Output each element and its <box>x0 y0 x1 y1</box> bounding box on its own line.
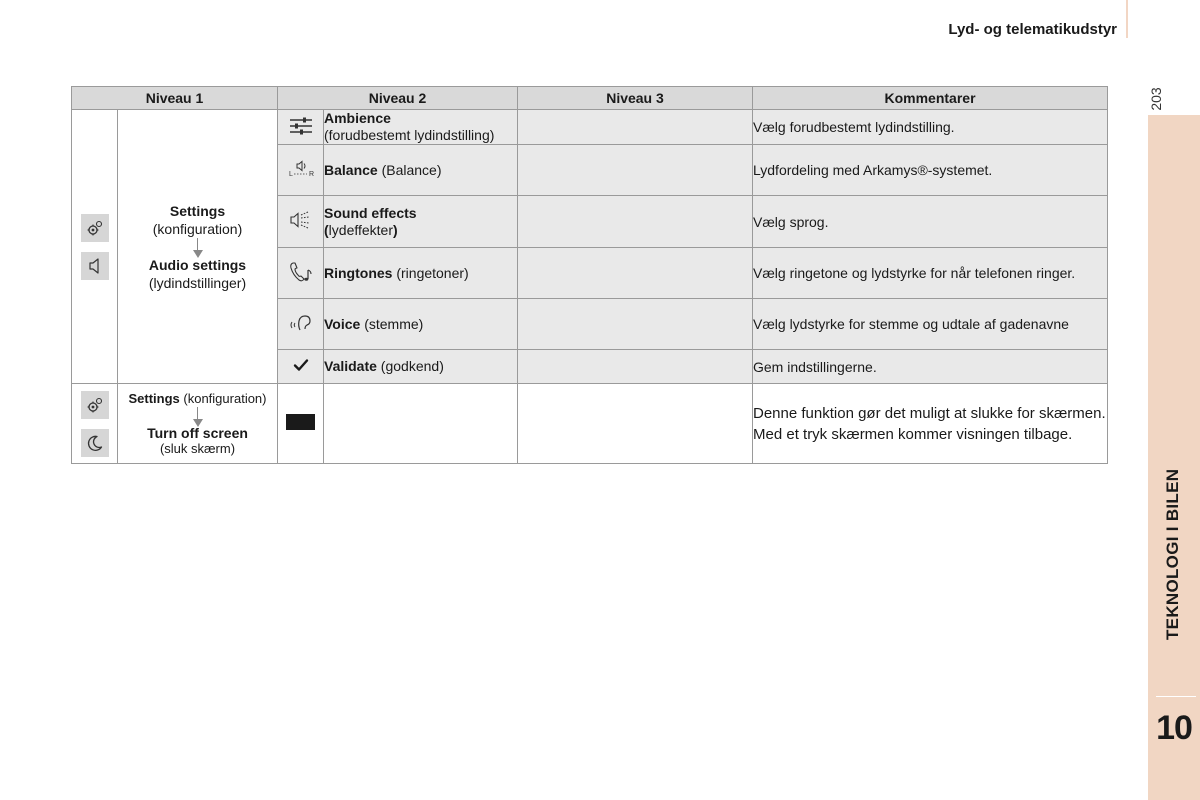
ringtone-icon <box>288 260 314 284</box>
level1-audio-sub: (lydindstillinger) <box>148 274 247 291</box>
level2-name-cell <box>324 110 518 145</box>
arrow-down-icon <box>193 238 203 258</box>
svg-text:R: R <box>308 170 314 178</box>
voice-icon <box>288 312 314 334</box>
level1-turn-off-sub: (sluk skærm) <box>159 440 236 456</box>
page-number: 203 <box>1148 87 1164 111</box>
level1-icon-cell <box>72 384 118 464</box>
equalizer-icon <box>288 116 314 136</box>
level1-icon-cell <box>72 110 118 384</box>
sound-effects-icon <box>288 210 314 230</box>
chapter-number: 10 <box>1156 709 1192 747</box>
moon-icon <box>81 429 109 457</box>
level1-settings-label: Settings <box>128 390 180 406</box>
voice-label: Voice <box>324 315 361 332</box>
level2-name-cell <box>324 384 518 464</box>
chapter-side-tab <box>1148 115 1200 800</box>
level3-cell <box>518 248 753 299</box>
level3-cell <box>518 196 753 248</box>
comment-cell: Lydfordeling med Arkamys®-systemet. <box>753 145 1108 196</box>
level3-cell <box>518 145 753 196</box>
ringtones-label: Ringtones <box>324 264 393 281</box>
arrow-down-icon <box>193 407 203 427</box>
header-divider <box>1126 0 1128 38</box>
audio-settings-table <box>71 86 1108 464</box>
chapter-divider <box>1156 696 1196 697</box>
column-header-level2: Niveau 2 <box>278 87 518 110</box>
level2-name-cell <box>324 145 518 196</box>
level2-icon-cell <box>278 384 324 464</box>
table-row <box>72 384 1108 464</box>
level2-icon-cell <box>278 110 324 145</box>
column-header-level3: Niveau 3 <box>518 87 753 110</box>
screen-off-icon <box>286 414 315 430</box>
settings-gear-icon <box>81 214 109 242</box>
sound-effects-label: Sound effects <box>324 204 417 221</box>
settings-gear-icon <box>81 391 109 419</box>
level1-label-cell <box>118 384 278 464</box>
level1-turn-off-label: Turn off screen <box>147 424 248 441</box>
level2-icon-cell <box>278 248 324 299</box>
column-header-level1: Niveau 1 <box>72 87 278 110</box>
comment-cell: Vælg ringetone og lydstyrke for når telefonen ringer. <box>753 248 1108 299</box>
sound-effects-sub: lydeffekter <box>328 221 394 238</box>
svg-text:L: L <box>288 170 293 178</box>
validate-label: Validate <box>324 358 377 374</box>
comment-cell: Gem indstillingerne. <box>753 350 1108 384</box>
level2-icon-cell <box>278 196 324 248</box>
level3-cell <box>518 299 753 350</box>
level3-cell <box>518 110 753 145</box>
comment-cell: Vælg forudbestemt lydindstilling. <box>753 110 1108 145</box>
level2-name-cell <box>324 350 518 384</box>
balance-label: Balance <box>324 161 378 178</box>
section-title: TEKNOLOGI I BILEN <box>1163 468 1182 640</box>
comment-cell: Denne funktion gør det muligt at slukke for skærmen. Med et tryk skærmen kommer visningen tilbage. <box>753 384 1108 464</box>
checkmark-icon <box>293 358 309 372</box>
level2-icon-cell <box>278 145 324 196</box>
comment-cell: Vælg lydstyrke for stemme og udtale af gadenavne <box>753 299 1108 350</box>
level1-label-cell <box>118 110 278 384</box>
ambience-sub: (forudbestemt lydindstilling) <box>324 127 495 143</box>
level2-name-cell <box>324 248 518 299</box>
level2-icon-cell <box>278 299 324 350</box>
level1-settings-sub: (konfiguration) <box>179 390 267 406</box>
balance-icon <box>287 159 315 179</box>
table-row <box>72 110 1108 145</box>
speaker-icon <box>81 252 109 280</box>
level1-settings-label: Settings <box>169 202 226 219</box>
level1-audio-label: Audio settings <box>148 256 247 273</box>
ambience-label: Ambience <box>324 110 391 126</box>
level1-settings-sub: (konfiguration) <box>152 220 243 237</box>
column-header-comments: Kommentarer <box>753 87 1108 110</box>
ringtones-sub: (ringetoner) <box>392 264 469 281</box>
level3-cell <box>518 350 753 384</box>
page-header-title: Lyd- og telematikudstyr <box>948 21 1117 38</box>
level3-cell <box>518 384 753 464</box>
level2-icon-cell <box>278 350 324 384</box>
comment-cell: Vælg sprog. <box>753 196 1108 248</box>
balance-sub: (Balance) <box>377 161 442 178</box>
voice-sub: (stemme) <box>360 315 424 332</box>
level2-name-cell: Sound effects (lydeffekter) <box>324 196 518 248</box>
validate-sub: (godkend) <box>376 358 444 374</box>
level2-name-cell <box>324 299 518 350</box>
table-header-row <box>72 87 1108 110</box>
